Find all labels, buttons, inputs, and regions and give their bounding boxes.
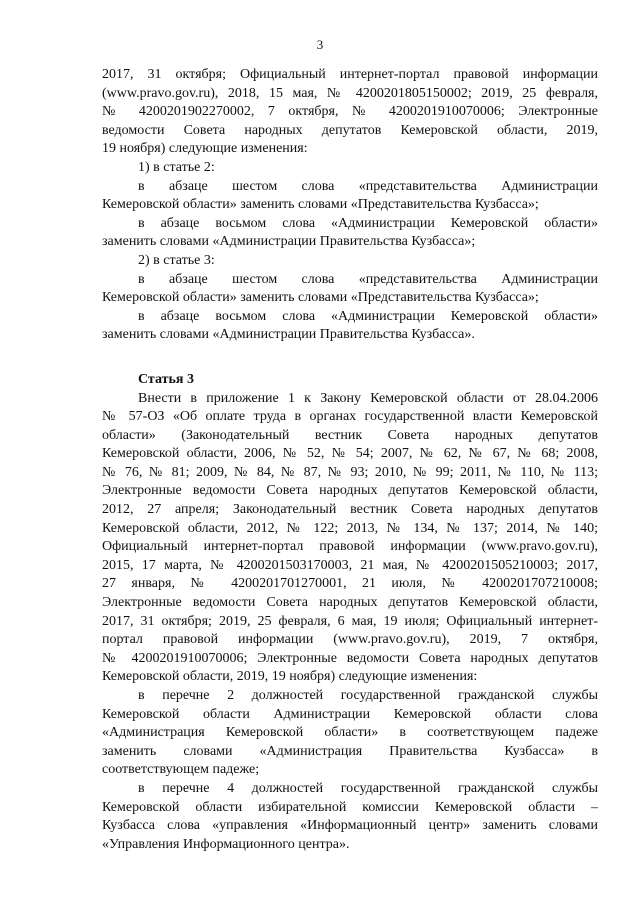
text-line: Кемеровской области» заменить словами «Представительства Кузбасса»; xyxy=(102,290,539,306)
text-line: области» (Законодательный вестник Совета народных депутатов xyxy=(102,427,598,443)
text-line: «Управления Информационного центра». xyxy=(102,836,350,852)
text-line: Кемеровской области, 2012, № 122; 2013, № 134, № 137; 2014, № 140; xyxy=(102,520,598,536)
text-line: № 57-ОЗ «Об оплате труда в органах государственной власти Кемеровской xyxy=(102,409,598,425)
text-line: Кемеровской области Администрации Кемеровской области слова xyxy=(102,706,598,722)
text-line: 1) в статье 2: xyxy=(138,159,215,175)
article-3-heading: Статья 3 xyxy=(138,371,194,387)
text-line: Внести в приложение 1 к Закону Кемеровской области от 28.04.2006 xyxy=(138,390,598,406)
article-3-amendments xyxy=(102,390,598,855)
text-line: в перечне 2 должностей государственной гражданской службы xyxy=(138,688,598,703)
text-line: № 4200201910070006; Электронные ведомости Совета народных депутатов xyxy=(102,650,598,666)
text-line: (www.pravo.gov.ru), 2018, 15 мая, № 4200201805150002; 2019, 25 февраля, xyxy=(102,85,598,101)
text-line: № 4200201902270002, 7 октября, № 4200201910070006; Электронные xyxy=(102,104,598,120)
page-number: 3 xyxy=(316,37,324,52)
text-line: «Администрация Кемеровской области» в соответствующем падеже xyxy=(102,725,598,741)
text-line: Кемеровской области, 2019, 19 ноября) следующие изменения: xyxy=(102,669,478,685)
text-line: Электронные ведомости Совета народных депутатов Кемеровской области, xyxy=(102,483,598,499)
text-line: 2) в статье 3: xyxy=(138,252,215,268)
text-line: в абзаце шестом слова «представительства Администрации xyxy=(138,271,598,287)
article-2-amendments xyxy=(102,66,598,345)
text-line: в перечне 4 должностей государственной гражданской службы xyxy=(138,780,598,796)
section-gap xyxy=(102,345,598,371)
text-line: портал правовой информации (www.pravo.gov.ru), 2019, 7 октября, xyxy=(102,632,598,648)
intro-paragraph xyxy=(102,66,598,159)
text-line: Электронные ведомости Совета народных депутатов Кемеровской области, xyxy=(102,595,598,611)
text-line: 27 января, № 4200201701270001, 21 июля, № 4200201707210008; xyxy=(102,576,598,592)
text-line: в абзаце восьмом слова «Администрации Кемеровской области» xyxy=(138,308,598,324)
article-3-paragraph xyxy=(102,390,598,688)
item-1-paragraph-8 xyxy=(102,215,598,252)
text-line: 2017, 31 октября; 2019, 25 февраля, 6 мая, 19 июля; Официальный интернет- xyxy=(102,613,598,629)
article-3-list-2-paragraph xyxy=(102,687,598,780)
item-1-label xyxy=(102,159,598,178)
text-line: 19 ноября) следующие изменения: xyxy=(102,141,308,157)
item-2-label xyxy=(102,252,598,271)
text-line: 2015, 17 марта, № 4200201503170003, 21 мая, № 4200201505210003; 2017, xyxy=(102,557,598,573)
text-line: № 76, № 81; 2009, № 84, № 87, № 93; 2010, № 99; 2011, № 110, № 113; xyxy=(102,464,598,480)
text-line: Кемеровской области избирательной комиссии Кемеровской области – xyxy=(102,799,598,815)
text-line: 2012, 27 апреля; Законодательный вестник Совета народных депутатов xyxy=(102,502,598,518)
text-line: соответствующем падеже; xyxy=(102,762,260,778)
article-3-list-4-paragraph xyxy=(102,780,598,854)
item-2-paragraph-6 xyxy=(102,271,598,308)
text-line: Кузбасса слова «управления «Информационный центр» заменить словами xyxy=(102,818,598,834)
text-line: в абзаце шестом слова «представительства Администрации xyxy=(138,178,598,194)
text-line: заменить словами «Администрация Правительства Кузбасса» в xyxy=(102,743,598,759)
text-line: Кемеровской области» заменить словами «Представительства Кузбасса»; xyxy=(102,197,539,213)
item-2-paragraph-8 xyxy=(102,308,598,345)
document-body xyxy=(102,66,598,854)
text-line: заменить словами «Администрации Правительства Кузбасса»; xyxy=(102,234,476,250)
text-line: Официальный интернет-портал правовой информации (www.pravo.gov.ru), xyxy=(102,539,598,555)
text-line: 2017, 31 октября; Официальный интернет-портал правовой информации xyxy=(102,67,598,82)
text-line: Кемеровской области, 2006, № 52, № 54; 2007, № 62, № 67, № 68; 2008, xyxy=(102,446,598,462)
text-line: в абзаце восьмом слова «Администрации Кемеровской области» xyxy=(138,215,598,231)
item-1-paragraph-6 xyxy=(102,178,598,215)
text-line: ведомости Совета народных депутатов Кемеровской области, 2019, xyxy=(102,122,598,138)
text-line: заменить словами «Администрации Правительства Кузбасса». xyxy=(102,327,475,343)
